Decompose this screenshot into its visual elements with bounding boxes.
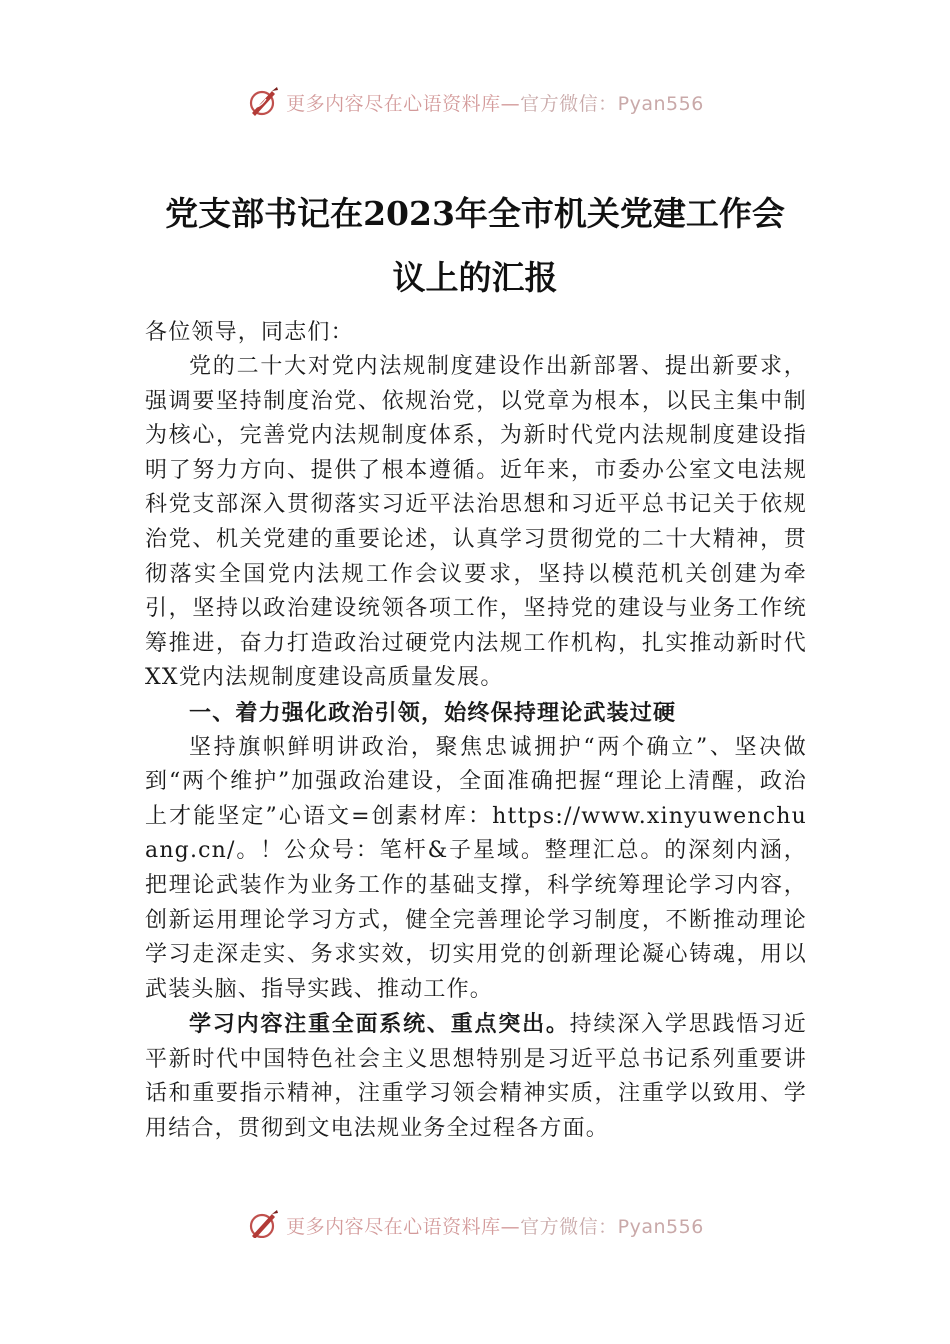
- paragraph-lead-rest: 持续深入学思践悟习近平新时代中国特色社会主义思想特别是习近平总书记系列重要讲话和重要指示精神，注重学习领会精神实质，注重学以致用、学用结合，贯彻到文电法规业务全过程各方面。: [145, 1012, 807, 1142]
- paragraph-lead-bold: 学习内容注重全面系统、重点突出。: [189, 1011, 570, 1038]
- section-heading-1: 一、着力强化政治引领，始终保持理论武装过硬: [189, 699, 677, 726]
- paragraph-study-content: [145, 1007, 807, 1146]
- pen-logo-icon: [246, 1208, 280, 1238]
- salutation: 各位领导，同志们：: [145, 320, 354, 345]
- watermark-text: 更多内容尽在心语资料库—官方微信：Pyan556: [286, 1215, 704, 1238]
- document-body: [145, 350, 807, 1147]
- document-title-line-2: 议上的汇报: [392, 258, 558, 297]
- paragraph-political-leadership: 坚持旗帜鲜明讲政治，聚焦忠诚拥护“两个确立”、坚决做到“两个维护”加强政治建设，全面准确把握“理论上清醒，政治上才能坚定”心语文=创素材库：https://www.xinyuwenchuang.cn/。！公众号：笔杆&子星域。整理汇总。的深刻内涵，把理论武装作为业务工作的基础支撑，科学统筹理论学习内容，创新运用理论学习方式，健全完善理论学习制度，不断推动理论学习走深走实、务求实效，切实用党的创新理论凝心铸魂，用以武装头脑、指导实践、推动工作。: [145, 734, 807, 1002]
- document-title-line-1: 党支部书记在2023年全市机关党建工作会: [165, 194, 785, 233]
- watermark-banner-bottom: [0, 1204, 950, 1238]
- watermark-text: 更多内容尽在心语资料库—官方微信：Pyan556: [286, 92, 704, 115]
- watermark-banner-top: [0, 82, 950, 122]
- paragraph-intro: 党的二十大对党内法规制度建设作出新部署、提出新要求，强调要坚持制度治党、依规治党，以党章为根本，以民主集中制为核心，完善党内法规制度体系，为新时代党内法规制度建设指明了努力方向、提供了根本遵循。近年来，市委办公室文电法规科党支部深入贯彻落实习近平法治思想和习近平总书记关于依规治党、机关党建的重要论述，认真学习贯彻党的二十大精神，贯彻落实全国党内法规工作会议要求，坚持以模范机关创建为牵引，坚持以政治建设统领各项工作，坚持党的建设与业务工作统筹推进，奋力打造政治过硬党内法规工作机构，扎实推动新时代XX党内法规制度建设高质量发展。: [145, 354, 807, 691]
- pen-logo-icon: [246, 85, 280, 119]
